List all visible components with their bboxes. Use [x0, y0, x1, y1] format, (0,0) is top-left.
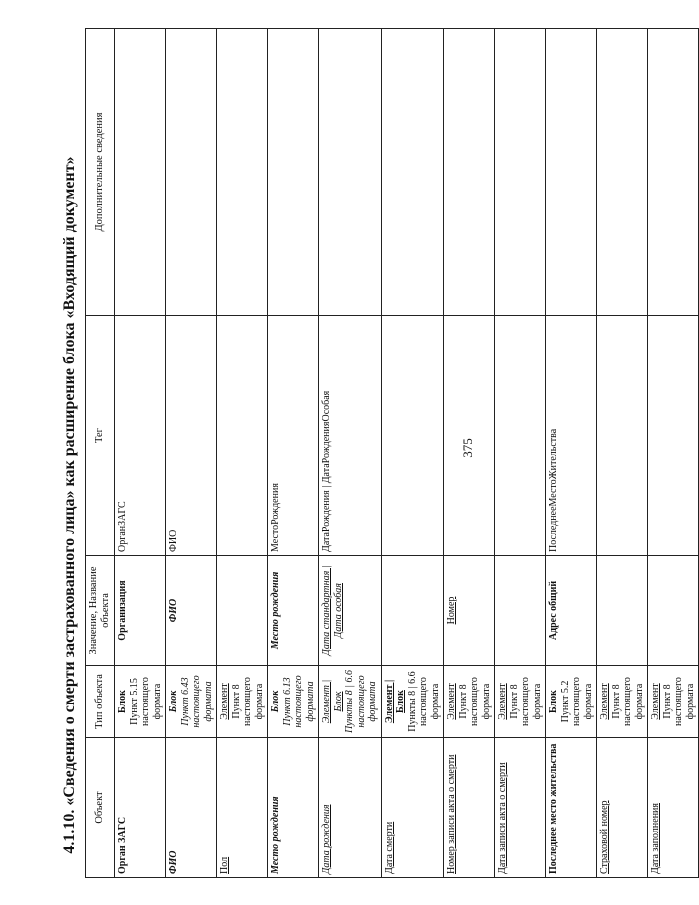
value-cell: Место рождения: [268, 556, 319, 666]
additional-cell: [166, 29, 217, 316]
table-row: [444, 29, 495, 878]
value-cell: [381, 556, 444, 666]
tag-cell: ПоследнееМестоЖительства: [546, 316, 597, 556]
type-cell: Элемент Пункт 8 настоящего формата: [495, 666, 546, 738]
object-cell: Последнее место жительства: [546, 738, 597, 878]
type-cell: Элемент Пункт 8 настоящего формата: [217, 666, 268, 738]
header-additional: Дополнительные сведения: [86, 29, 115, 316]
table-row: [217, 29, 268, 878]
tag-cell: [217, 316, 268, 556]
header-tag: Тег: [86, 316, 115, 556]
header-value: Значение, Название объекта: [86, 556, 115, 666]
tag-cell: ФИО: [166, 316, 217, 556]
object-cell: Дата заполнения: [648, 738, 699, 878]
type-cell: Элемент | Блок Пункты 8 | 6.6 настоящего формата: [319, 666, 382, 738]
objects-table: [85, 28, 699, 878]
table-row: [319, 29, 382, 878]
type-cell: Элемент Пункт 8 настоящего формата: [648, 666, 699, 738]
object-cell: Дата записи акта о смерти: [495, 738, 546, 878]
tag-cell: [597, 316, 648, 556]
section-heading: 4.1.10. «Сведения о смерти застрахованного лица» как расширение блока «Входящий документ»: [61, 156, 78, 854]
additional-cell: [268, 29, 319, 316]
additional-cell: [217, 29, 268, 316]
object-cell: Орган ЗАГС: [115, 738, 166, 878]
additional-cell: [546, 29, 597, 316]
table-row: [546, 29, 597, 878]
value-cell: ФИО: [166, 556, 217, 666]
type-cell: Блок Пункт 5.2 настоящего формата: [546, 666, 597, 738]
type-cell: Блок Пункт 6.43 настоящего формата: [166, 666, 217, 738]
value-cell: [648, 556, 699, 666]
object-cell: Дата смерти: [381, 738, 444, 878]
additional-cell: [115, 29, 166, 316]
type-cell: Элемент Пункт 8 настоящего формата: [597, 666, 648, 738]
object-cell: Место рождения: [268, 738, 319, 878]
value-cell: Организация: [115, 556, 166, 666]
object-cell: Номер записи акта о смерти: [444, 738, 495, 878]
tag-cell: МестоРождения: [268, 316, 319, 556]
rotated-table-container: [85, 28, 696, 878]
value-cell: Номер: [444, 556, 495, 666]
object-cell: ФИО: [166, 738, 217, 878]
header-object: Объект: [86, 738, 115, 878]
table-row: [381, 29, 444, 878]
value-cell: [597, 556, 648, 666]
type-cell: Элемент | Блок Пункты 8 | 6.6 настоящего формата: [381, 666, 444, 738]
additional-cell: [648, 29, 699, 316]
value-cell: Адрес общий: [546, 556, 597, 666]
tag-cell: [648, 316, 699, 556]
object-cell: Страховой номер: [597, 738, 648, 878]
additional-cell: [381, 29, 444, 316]
additional-cell: [597, 29, 648, 316]
table-row: [166, 29, 217, 878]
additional-cell: [444, 29, 495, 316]
tag-cell: [495, 316, 546, 556]
table-row: [648, 29, 699, 878]
value-cell: [217, 556, 268, 666]
tag-cell: ДатаРождения | ДатаРожденияОсобая: [319, 316, 382, 556]
value-cell: Дата стандартная | Дата особая: [319, 556, 382, 666]
page-number: 375: [460, 438, 475, 458]
value-cell: [495, 556, 546, 666]
header-type: Тип объекта: [86, 666, 115, 738]
additional-cell: [319, 29, 382, 316]
tag-cell: [381, 316, 444, 556]
table-row: [268, 29, 319, 878]
type-cell: Блок Пункт 5.15 настоящего формата: [115, 666, 166, 738]
object-cell: Пол: [217, 738, 268, 878]
object-cell: Дата рождения: [319, 738, 382, 878]
table-row: [495, 29, 546, 878]
table-row: [597, 29, 648, 878]
tag-cell: ОрганЗАГС: [115, 316, 166, 556]
table-row: [115, 29, 166, 878]
tag-cell: [444, 316, 495, 556]
type-cell: Блок Пункт 6.13 настоящего формата: [268, 666, 319, 738]
additional-cell: [495, 29, 546, 316]
table-header-row: [86, 29, 115, 878]
type-cell: Элемент Пункт 8 настоящего формата: [444, 666, 495, 738]
